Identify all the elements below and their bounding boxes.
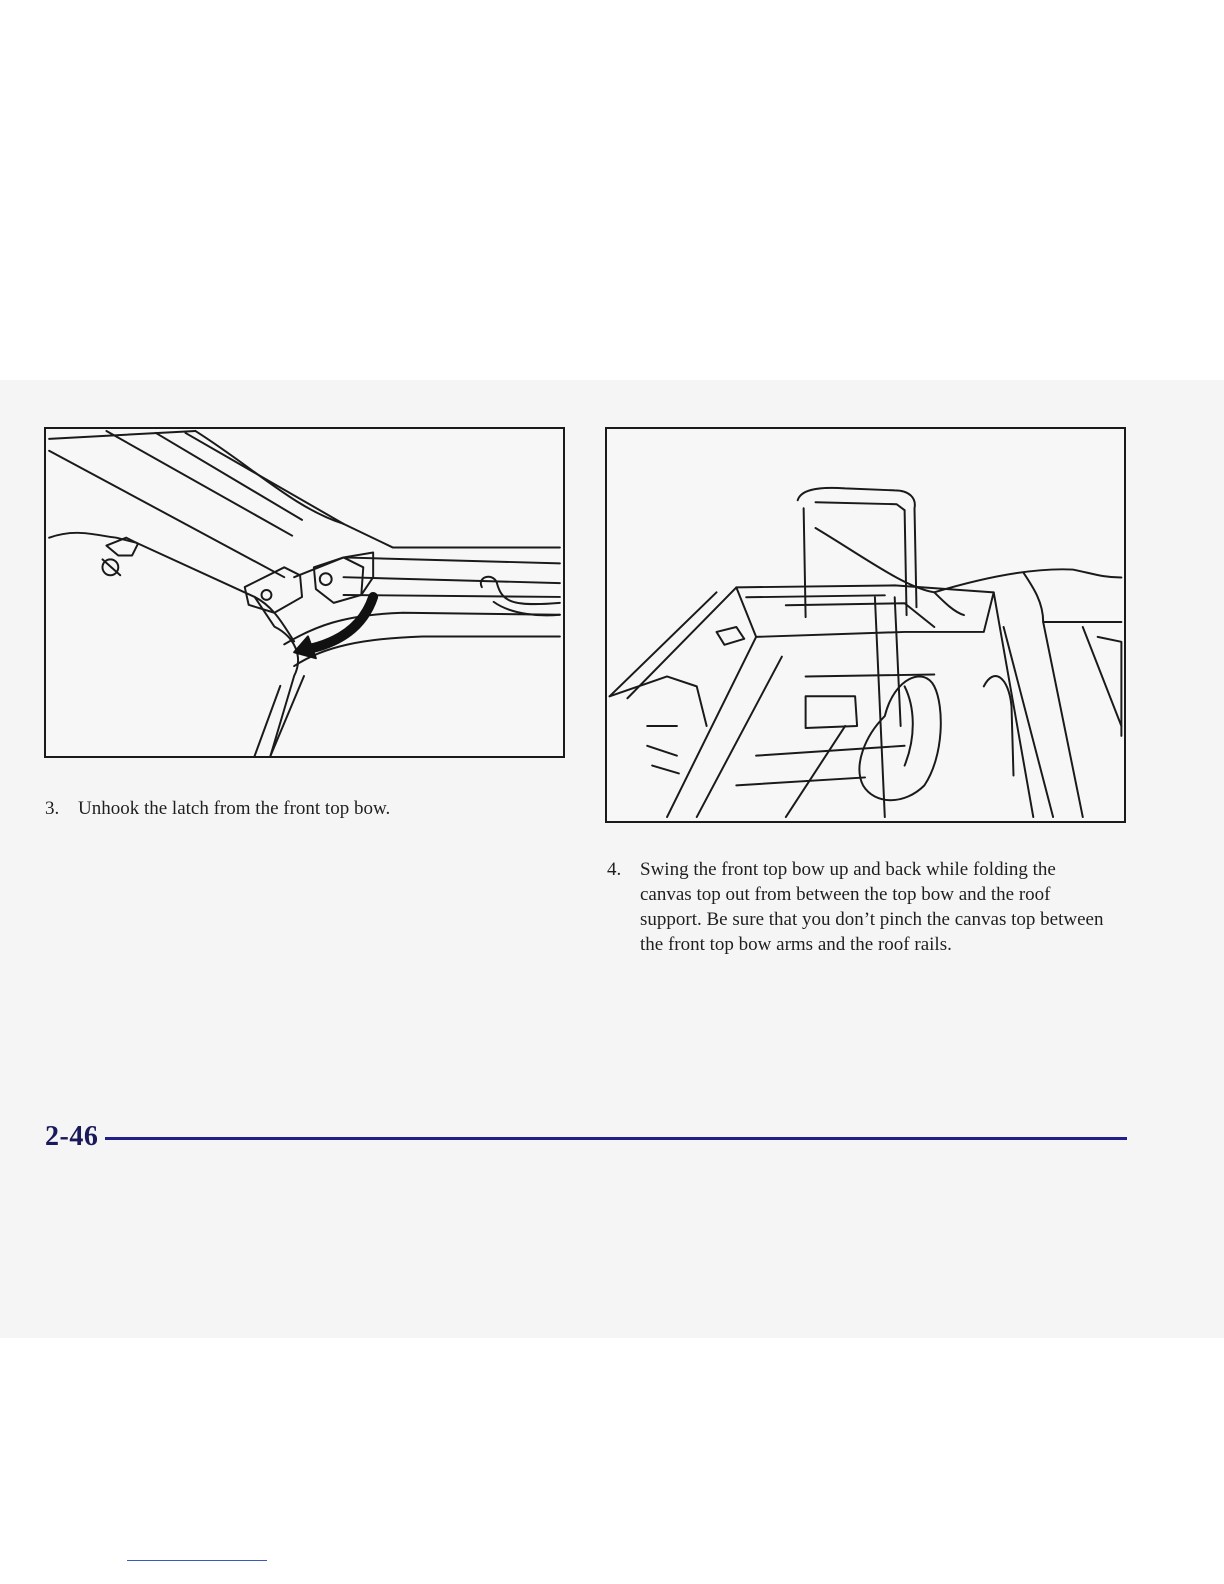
page-number: 2-46: [45, 1121, 99, 1152]
step-text: Unhook the latch from the front top bow.: [78, 798, 391, 819]
latch-unhook-illustration-icon: [46, 429, 563, 756]
latch-illustration: [44, 427, 565, 758]
step-number: 3.: [45, 798, 60, 819]
top-bow-swing-illustration-icon: [607, 429, 1124, 821]
step-3: [45, 796, 565, 821]
footer-rule: [105, 1137, 1127, 1140]
bottom-divider: [127, 1560, 267, 1561]
step-4: [607, 857, 1107, 957]
step-number: 4.: [607, 859, 622, 880]
top-bow-illustration: [605, 427, 1126, 823]
step-text: Swing the front top bow up and back while folding the canvas top out from between the top bow and the roof support. Be sure that you don’t pinch the canvas top between the front top bow arms and the roof rails.: [640, 859, 1104, 955]
